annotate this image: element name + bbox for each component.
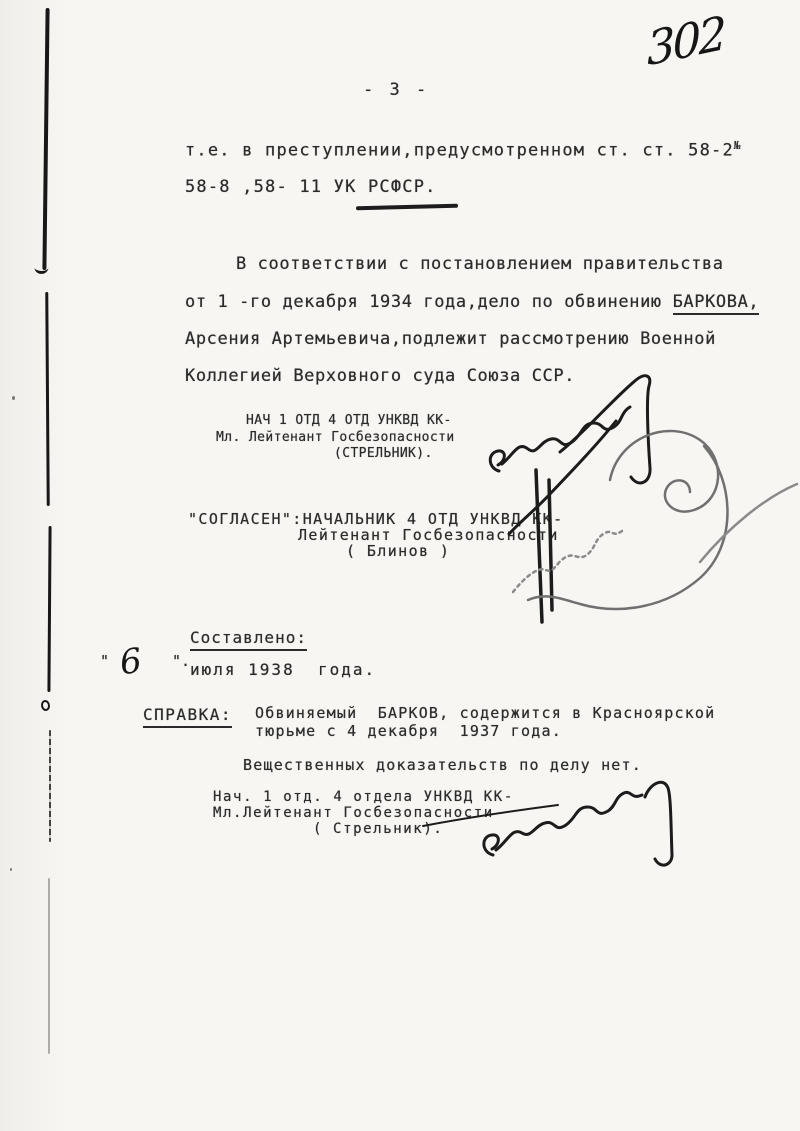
date-open-quote: " [100, 652, 110, 670]
compiled-label-text: Составлено: [190, 628, 307, 651]
sig2-line-2: Лейтенант Госбезопасности [298, 526, 559, 544]
body-line-2-text: от 1 -го декабря 1934 года,дело по обвинению [185, 292, 673, 312]
date-text: июля 1938 года. [190, 660, 377, 679]
sig1-line-3: (СТРЕЛЬНИК). [334, 446, 433, 461]
spravka-line-1: Обвиняемый БАРКОВ, содержится в Красноярской [255, 704, 716, 722]
fold-crease-segment [48, 878, 50, 1054]
intro-line-1 [185, 139, 741, 161]
sig3-line-3: ( Стрельник). [313, 821, 444, 837]
body-line-2 [185, 292, 759, 312]
spravka-line-2: тюрьме с 4 декабря 1937 года. [255, 722, 562, 740]
handwritten-folio-number: 302 [645, 5, 725, 77]
signature-strelnik [490, 376, 650, 622]
body-line-1: В соответствии с постановлением правительства [236, 254, 724, 274]
body-line-3: Арсения Артемьевича,подлежит рассмотрению Военной [185, 329, 716, 349]
spravka-label-text: СПРАВКА: [143, 705, 232, 728]
signature-block-strelnik [216, 413, 455, 463]
hand-drawn-underline [356, 204, 458, 210]
handwritten-day-number: 6 [117, 640, 144, 684]
fold-crease-segment [49, 730, 51, 842]
date-close-quote: ". [172, 652, 191, 670]
spravka-line-3: Вещественных доказательств по делу нет. [243, 756, 642, 774]
sig1-line-2: Мл. Лейтенант Госбезопасности [216, 429, 455, 445]
fold-crease-segment [45, 292, 49, 506]
signature-block-strelnik-bottom [213, 789, 514, 837]
accused-name-underlined: БАРКОВА, [673, 292, 760, 315]
sig2-line-1: "СОГЛАСЕН":НАЧАЛЬНИК 4 ОТД УНКВД КК- [188, 510, 564, 528]
article-number-mark: № [733, 139, 741, 152]
sig3-line-1: Нач. 1 отд. 4 отдела УНКВД КК- [213, 789, 514, 805]
intro-line-2: 58-8 ,58- 11 УК РСФСР. [185, 177, 437, 197]
paper-speck [12, 396, 15, 400]
page-number: - 3 - [363, 80, 430, 100]
sig1-line-1: НАЧ 1 ОТД 4 ОТД УНКВД КК- [246, 413, 452, 428]
paper-speck [10, 868, 12, 871]
compiled-label [190, 628, 307, 647]
fold-crease-knot [41, 700, 50, 711]
signature-block-blinov [188, 511, 564, 559]
intro-line-1-text: т.е. в преступлении,предусмотренном ст. ст. 58-2 [185, 140, 734, 161]
sig2-line-3: ( Блинов ) [346, 542, 451, 560]
spravka-label [143, 705, 232, 724]
fold-crease-segment [42, 8, 49, 270]
sig3-line-2: Мл.Лейтенант Госбезопасности [213, 805, 494, 821]
fold-crease-segment [47, 526, 51, 692]
body-line-4: Коллегией Верховного суда Союза ССР. [185, 366, 576, 386]
